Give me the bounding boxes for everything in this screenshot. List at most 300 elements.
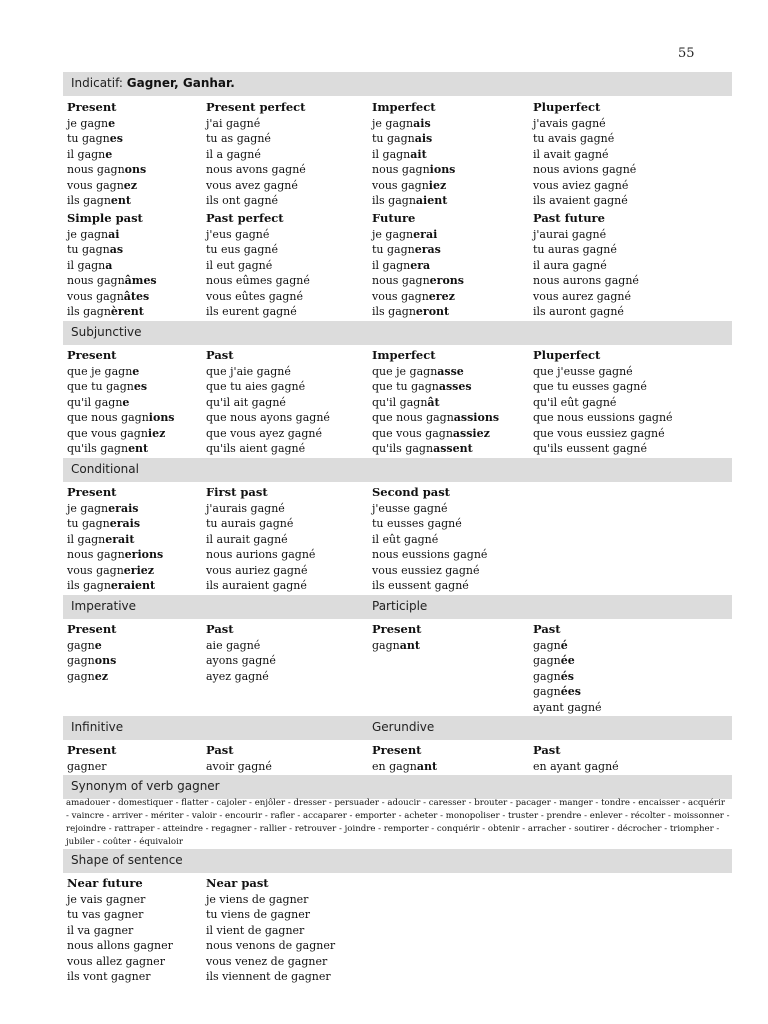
conjugation-line bbox=[533, 700, 602, 716]
conjugation-line bbox=[67, 892, 173, 908]
stem: ils auront gagné bbox=[533, 305, 624, 318]
section-label: Indicatif: Gagner, Ganhar. bbox=[71, 76, 235, 90]
stem: gagn bbox=[533, 654, 561, 667]
stem: tu auras gagné bbox=[533, 243, 617, 256]
conjugation-line bbox=[372, 289, 464, 305]
conjugation-line bbox=[206, 532, 315, 548]
conjugation-line bbox=[533, 669, 602, 685]
tense-column bbox=[533, 622, 602, 715]
stem: qu'il gagn bbox=[67, 395, 123, 409]
stem: vous gagn bbox=[372, 289, 429, 303]
ending: èrent bbox=[110, 305, 144, 318]
tense-title: Past bbox=[533, 743, 561, 757]
ending: ez bbox=[94, 669, 108, 683]
conjugation-line bbox=[372, 532, 487, 548]
conjugation-line bbox=[372, 131, 455, 147]
stem: que tu eusses gagné bbox=[533, 380, 647, 393]
ending: ais bbox=[414, 132, 433, 145]
conjugation-line bbox=[533, 193, 636, 209]
stem: j'ai gagné bbox=[206, 116, 261, 130]
conjugation-line bbox=[67, 131, 146, 147]
stem: il gagn bbox=[67, 147, 106, 161]
section-label-participle: Participle bbox=[372, 599, 428, 613]
stem: que vous gagn bbox=[372, 426, 453, 440]
conjugation-line bbox=[372, 304, 464, 320]
stem: qu'ils gagn bbox=[67, 442, 129, 455]
conjugation-line bbox=[67, 441, 175, 457]
stem: tu eusses gagné bbox=[372, 517, 462, 530]
stem: vous gagn bbox=[67, 563, 124, 577]
stem: nous gagn bbox=[67, 163, 125, 176]
stem: tu vas gagner bbox=[67, 908, 144, 921]
tense-column bbox=[67, 211, 157, 320]
stem: qu'ils aient gagné bbox=[206, 442, 306, 455]
stem: il aura gagné bbox=[533, 258, 607, 272]
tense-title: Present bbox=[372, 622, 422, 636]
stem: tu gagn bbox=[372, 132, 415, 145]
conjugation-line bbox=[67, 178, 146, 194]
conjugation-line bbox=[533, 395, 673, 411]
section-label: Synonym of verb gagner bbox=[71, 779, 220, 793]
conjugation-line bbox=[206, 969, 335, 985]
stem: qu'ils eussent gagné bbox=[533, 442, 647, 455]
conjugation-line bbox=[67, 501, 163, 517]
conjugation-line bbox=[206, 289, 310, 305]
stem: que tu gagn bbox=[67, 380, 134, 393]
conjugation-line bbox=[372, 162, 455, 178]
stem: gagn bbox=[533, 685, 561, 698]
stem: ils auraient gagné bbox=[206, 579, 307, 592]
ending: erions bbox=[124, 548, 164, 561]
conjugation-line bbox=[67, 954, 173, 970]
stem: tu gagn bbox=[372, 243, 415, 256]
conjugation-line bbox=[533, 684, 602, 700]
conjugation-line bbox=[533, 638, 602, 654]
conjugation-line bbox=[67, 258, 157, 274]
conjugation-line bbox=[67, 426, 175, 442]
tense-column bbox=[206, 211, 310, 320]
stem: tu gagn bbox=[67, 243, 110, 256]
ending: es bbox=[109, 132, 123, 145]
ending: asse bbox=[437, 364, 464, 378]
tense-column bbox=[67, 743, 117, 774]
stem: que nous eussions gagné bbox=[533, 411, 673, 424]
conjugation-line bbox=[533, 759, 619, 775]
conjugation-line bbox=[372, 547, 487, 563]
stem: gagner bbox=[67, 759, 107, 773]
stem: ils gagn bbox=[67, 305, 111, 318]
stem: que je gagn bbox=[372, 364, 438, 378]
stem: vous eûtes gagné bbox=[206, 289, 303, 303]
ending: âmes bbox=[124, 274, 157, 287]
ending: ais bbox=[413, 116, 431, 130]
tense-column bbox=[206, 743, 272, 774]
stem: vous gagn bbox=[372, 178, 429, 192]
tense-column bbox=[206, 485, 315, 594]
conjugation-line bbox=[533, 364, 673, 380]
conjugation-line bbox=[533, 131, 636, 147]
stem: gagn bbox=[533, 638, 561, 652]
conjugation-line bbox=[372, 273, 464, 289]
ending: e bbox=[122, 395, 130, 409]
stem: il eût gagné bbox=[372, 532, 439, 546]
tense-column bbox=[206, 622, 276, 684]
tense-title: Past bbox=[206, 348, 234, 362]
stem: gagn bbox=[67, 638, 95, 652]
tense-title: Pluperfect bbox=[533, 100, 601, 114]
tense-column bbox=[67, 876, 173, 985]
ending: erai bbox=[413, 227, 438, 241]
ending: ée bbox=[560, 654, 575, 667]
tense-title: Present bbox=[67, 622, 117, 636]
stem: j'avais gagné bbox=[533, 116, 606, 130]
conjugation-line bbox=[206, 410, 330, 426]
conjugation-line bbox=[67, 273, 157, 289]
conjugation-line bbox=[533, 304, 639, 320]
tense-column bbox=[206, 876, 335, 985]
conjugation-line bbox=[206, 892, 335, 908]
conjugation-line bbox=[67, 304, 157, 320]
tense-title: Pluperfect bbox=[533, 348, 601, 362]
stem: nous avions gagné bbox=[533, 163, 637, 176]
stem: ils gagn bbox=[67, 579, 111, 592]
ending: eront bbox=[415, 305, 450, 318]
conjugation-line bbox=[206, 441, 330, 457]
conjugation-line bbox=[372, 242, 464, 258]
ending: erons bbox=[429, 274, 464, 287]
stem: que je gagn bbox=[67, 364, 133, 378]
page-number: 55 bbox=[678, 46, 695, 61]
conjugation-line bbox=[533, 441, 673, 457]
tense-column bbox=[533, 100, 636, 209]
stem: gagn bbox=[533, 669, 561, 683]
stem: en gagn bbox=[372, 759, 417, 773]
conjugation-line bbox=[206, 547, 315, 563]
tense-title: Past bbox=[206, 622, 234, 636]
section-label-gerundive: Gerundive bbox=[372, 720, 435, 734]
stem: nous allons gagner bbox=[67, 939, 173, 952]
stem: nous aurions gagné bbox=[206, 548, 316, 561]
conjugation-line bbox=[206, 193, 306, 209]
ending: e bbox=[105, 147, 113, 161]
conjugation-line bbox=[206, 178, 306, 194]
stem: il va gagner bbox=[67, 923, 134, 937]
stem: gagn bbox=[67, 654, 95, 667]
conjugation-line bbox=[206, 395, 330, 411]
stem: il aurait gagné bbox=[206, 532, 288, 546]
stem: vous gagn bbox=[67, 289, 124, 303]
tense-column bbox=[67, 622, 117, 684]
conjugation-line bbox=[67, 193, 146, 209]
conjugation-line bbox=[67, 395, 175, 411]
conjugation-line bbox=[533, 227, 639, 243]
tense-title: Imperfect bbox=[372, 100, 436, 114]
conjugation-line bbox=[67, 162, 146, 178]
ending: asses bbox=[438, 380, 472, 393]
tense-title: Present bbox=[372, 743, 422, 757]
tense-title: Near past bbox=[206, 876, 269, 890]
stem: tu viens de gagner bbox=[206, 908, 311, 921]
stem: nous gagn bbox=[372, 163, 430, 176]
tense-title: Imperfect bbox=[372, 348, 436, 362]
tense-title: Present bbox=[67, 743, 117, 757]
stem: je gagn bbox=[372, 116, 414, 130]
conjugation-line bbox=[206, 364, 330, 380]
conjugation-line bbox=[67, 563, 163, 579]
ending: ions bbox=[148, 411, 175, 424]
conjugation-line bbox=[67, 653, 117, 669]
conjugation-line bbox=[67, 242, 157, 258]
stem: nous gagn bbox=[67, 274, 125, 287]
stem: tu gagn bbox=[67, 132, 110, 145]
section-header-shape bbox=[63, 849, 732, 873]
tense-column bbox=[206, 100, 306, 209]
conjugation-line bbox=[67, 547, 163, 563]
ending: eraient bbox=[110, 579, 156, 592]
tense-title: Past bbox=[206, 743, 234, 757]
stem: ayant gagné bbox=[533, 700, 602, 714]
conjugation-line bbox=[67, 364, 175, 380]
conjugation-line bbox=[67, 969, 173, 985]
conjugation-line bbox=[67, 938, 173, 954]
ending: erez bbox=[428, 289, 455, 303]
stem: nous eussions gagné bbox=[372, 548, 488, 561]
ending: erais bbox=[109, 517, 141, 530]
stem: que j'aie gagné bbox=[206, 364, 291, 378]
stem: qu'il eût gagné bbox=[533, 395, 617, 409]
tense-title: Simple past bbox=[67, 211, 143, 225]
stem: il a gagné bbox=[206, 147, 261, 161]
conjugation-line bbox=[533, 653, 602, 669]
tense-title: Present bbox=[67, 485, 117, 499]
tense-column bbox=[372, 485, 487, 594]
conjugation-line bbox=[67, 116, 146, 132]
conjugation-line bbox=[206, 578, 315, 594]
ending: assiez bbox=[452, 426, 490, 440]
conjugation-line bbox=[533, 258, 639, 274]
tense-column bbox=[67, 348, 175, 457]
conjugation-line bbox=[206, 116, 306, 132]
conjugation-line bbox=[67, 578, 163, 594]
conjugation-line bbox=[206, 379, 330, 395]
tense-title: Near future bbox=[67, 876, 143, 890]
section-label: Subjunctive bbox=[71, 325, 142, 339]
ending: ent bbox=[128, 442, 149, 455]
tense-title: Present perfect bbox=[206, 100, 306, 114]
stem: ils gagn bbox=[372, 194, 416, 207]
ending: iez bbox=[428, 178, 447, 192]
tense-title: Present bbox=[67, 100, 117, 114]
stem: aie gagné bbox=[206, 638, 261, 652]
stem: il eut gagné bbox=[206, 258, 273, 272]
stem: il gagn bbox=[67, 532, 106, 546]
conjugation-line bbox=[372, 364, 499, 380]
ending: és bbox=[560, 669, 574, 683]
conjugation-line bbox=[67, 516, 163, 532]
section-header-conditional bbox=[63, 458, 732, 482]
conjugation-line bbox=[206, 954, 335, 970]
conjugation-line bbox=[372, 193, 455, 209]
conjugation-line bbox=[206, 147, 306, 163]
ending: ât bbox=[427, 395, 440, 409]
ending: ons bbox=[124, 163, 147, 176]
conjugation-line bbox=[533, 162, 636, 178]
ending: ai bbox=[108, 227, 120, 241]
ending: eras bbox=[414, 243, 441, 256]
stem: gagn bbox=[372, 638, 400, 652]
ending: ées bbox=[560, 685, 581, 698]
stem: vous venez de gagner bbox=[206, 954, 328, 968]
conjugation-line bbox=[372, 501, 487, 517]
ending: ant bbox=[416, 759, 438, 773]
ending: es bbox=[133, 380, 148, 393]
section-label: Shape of sentence bbox=[71, 853, 183, 867]
conjugation-line bbox=[67, 638, 117, 654]
conjugation-line bbox=[533, 379, 673, 395]
stem: ils viennent de gagner bbox=[206, 970, 331, 983]
tense-title: Past future bbox=[533, 211, 605, 225]
conjugation-line bbox=[372, 227, 464, 243]
conjugation-line bbox=[206, 426, 330, 442]
stem: que vous ayez gagné bbox=[206, 426, 323, 440]
conjugation-line bbox=[372, 178, 455, 194]
ending: as bbox=[109, 243, 124, 256]
stem: j'eusse gagné bbox=[372, 501, 448, 515]
stem: ils gagn bbox=[372, 305, 416, 318]
stem: il gagn bbox=[372, 258, 411, 272]
conjugation-line bbox=[67, 907, 173, 923]
conjugation-line bbox=[206, 759, 272, 775]
stem: qu'ils gagn bbox=[372, 442, 434, 455]
stem: je gagn bbox=[372, 227, 414, 241]
conjugation-line bbox=[206, 638, 276, 654]
stem: ils eussent gagné bbox=[372, 579, 469, 592]
tense-title: Past bbox=[533, 622, 561, 636]
ending: ons bbox=[94, 654, 117, 667]
ending: erais bbox=[108, 501, 139, 515]
conjugation-line bbox=[206, 516, 315, 532]
ending: ent bbox=[110, 194, 131, 207]
tense-column bbox=[533, 211, 639, 320]
tense-column bbox=[372, 100, 455, 209]
conjugation-line bbox=[206, 669, 276, 685]
stem: nous gagn bbox=[67, 548, 125, 561]
ending: aient bbox=[415, 194, 448, 207]
stem: j'eus gagné bbox=[206, 227, 270, 241]
conjugation-line bbox=[206, 501, 315, 517]
stem: ils avaient gagné bbox=[533, 194, 628, 207]
conjugation-line bbox=[206, 653, 276, 669]
stem: ils ont gagné bbox=[206, 194, 279, 207]
conjugation-line bbox=[67, 669, 117, 685]
ending: ait bbox=[410, 147, 427, 161]
ending: assions bbox=[453, 411, 500, 424]
stem: ils vont gagner bbox=[67, 970, 151, 983]
conjugation-line bbox=[67, 759, 117, 775]
stem: que nous gagn bbox=[372, 411, 454, 424]
stem: je gagn bbox=[67, 501, 109, 515]
conjugation-line bbox=[67, 289, 157, 305]
section-header-imperative-participle bbox=[63, 595, 732, 619]
ending: assent bbox=[433, 442, 473, 455]
stem: tu aurais gagné bbox=[206, 517, 294, 530]
stem: nous avons gagné bbox=[206, 163, 306, 176]
stem: vous aurez gagné bbox=[533, 289, 632, 303]
conjugation-line bbox=[372, 116, 455, 132]
conjugation-line bbox=[372, 410, 499, 426]
conjugation-line bbox=[67, 532, 163, 548]
ending: âtes bbox=[123, 289, 150, 303]
stem: il avait gagné bbox=[533, 147, 609, 161]
stem: tu gagn bbox=[67, 517, 110, 530]
ending: eriez bbox=[123, 563, 155, 577]
ending: ant bbox=[399, 638, 420, 652]
stem: gagn bbox=[67, 669, 95, 683]
ending: era bbox=[410, 258, 431, 272]
conjugation-line bbox=[67, 227, 157, 243]
stem: nous eûmes gagné bbox=[206, 274, 310, 287]
conjugation-line bbox=[372, 563, 487, 579]
section-label: Conditional bbox=[71, 462, 139, 476]
tense-column bbox=[67, 485, 163, 594]
ending: e bbox=[132, 364, 140, 378]
stem: il gagn bbox=[67, 258, 106, 272]
stem: qu'il ait gagné bbox=[206, 395, 286, 409]
stem: nous aurons gagné bbox=[533, 274, 639, 287]
tense-column bbox=[67, 100, 146, 209]
section-label-imperative: Imperative bbox=[71, 599, 137, 613]
ending: e bbox=[94, 638, 102, 652]
stem: ils eurent gagné bbox=[206, 305, 297, 318]
stem: je vais gagner bbox=[67, 892, 146, 906]
section-header-infinitive-gerundive bbox=[63, 716, 732, 740]
conjugation-line bbox=[372, 379, 499, 395]
stem: avoir gagné bbox=[206, 759, 272, 773]
conjugation-line bbox=[533, 289, 639, 305]
tense-column bbox=[533, 743, 619, 774]
conjugation-line bbox=[206, 242, 310, 258]
conjugation-line bbox=[372, 258, 464, 274]
stem: je gagn bbox=[67, 227, 109, 241]
stem: en ayant gagné bbox=[533, 759, 619, 773]
stem: il vient de gagner bbox=[206, 923, 305, 937]
tense-title: Second past bbox=[372, 485, 450, 499]
conjugation-line bbox=[206, 938, 335, 954]
conjugation-line bbox=[533, 426, 673, 442]
ending: é bbox=[560, 638, 568, 652]
conjugation-line bbox=[372, 426, 499, 442]
tense-column bbox=[372, 743, 437, 774]
stem: il gagn bbox=[372, 147, 411, 161]
section-label-infinitive: Infinitive bbox=[71, 720, 124, 734]
stem: nous venons de gagner bbox=[206, 939, 336, 952]
conjugation-line bbox=[67, 923, 173, 939]
conjugation-line bbox=[67, 410, 175, 426]
stem: j'aurais gagné bbox=[206, 501, 285, 515]
conjugation-line bbox=[206, 227, 310, 243]
conjugation-line bbox=[206, 923, 335, 939]
stem: vous eussiez gagné bbox=[372, 563, 480, 577]
conjugation-line bbox=[533, 273, 639, 289]
conjugation-line bbox=[372, 395, 499, 411]
stem: vous aviez gagné bbox=[533, 178, 629, 192]
stem: que nous gagn bbox=[67, 411, 149, 424]
ending: iez bbox=[147, 426, 166, 440]
stem: que vous eussiez gagné bbox=[533, 426, 665, 440]
tense-column bbox=[372, 622, 422, 653]
conjugation-line bbox=[533, 242, 639, 258]
tense-column bbox=[533, 348, 673, 457]
